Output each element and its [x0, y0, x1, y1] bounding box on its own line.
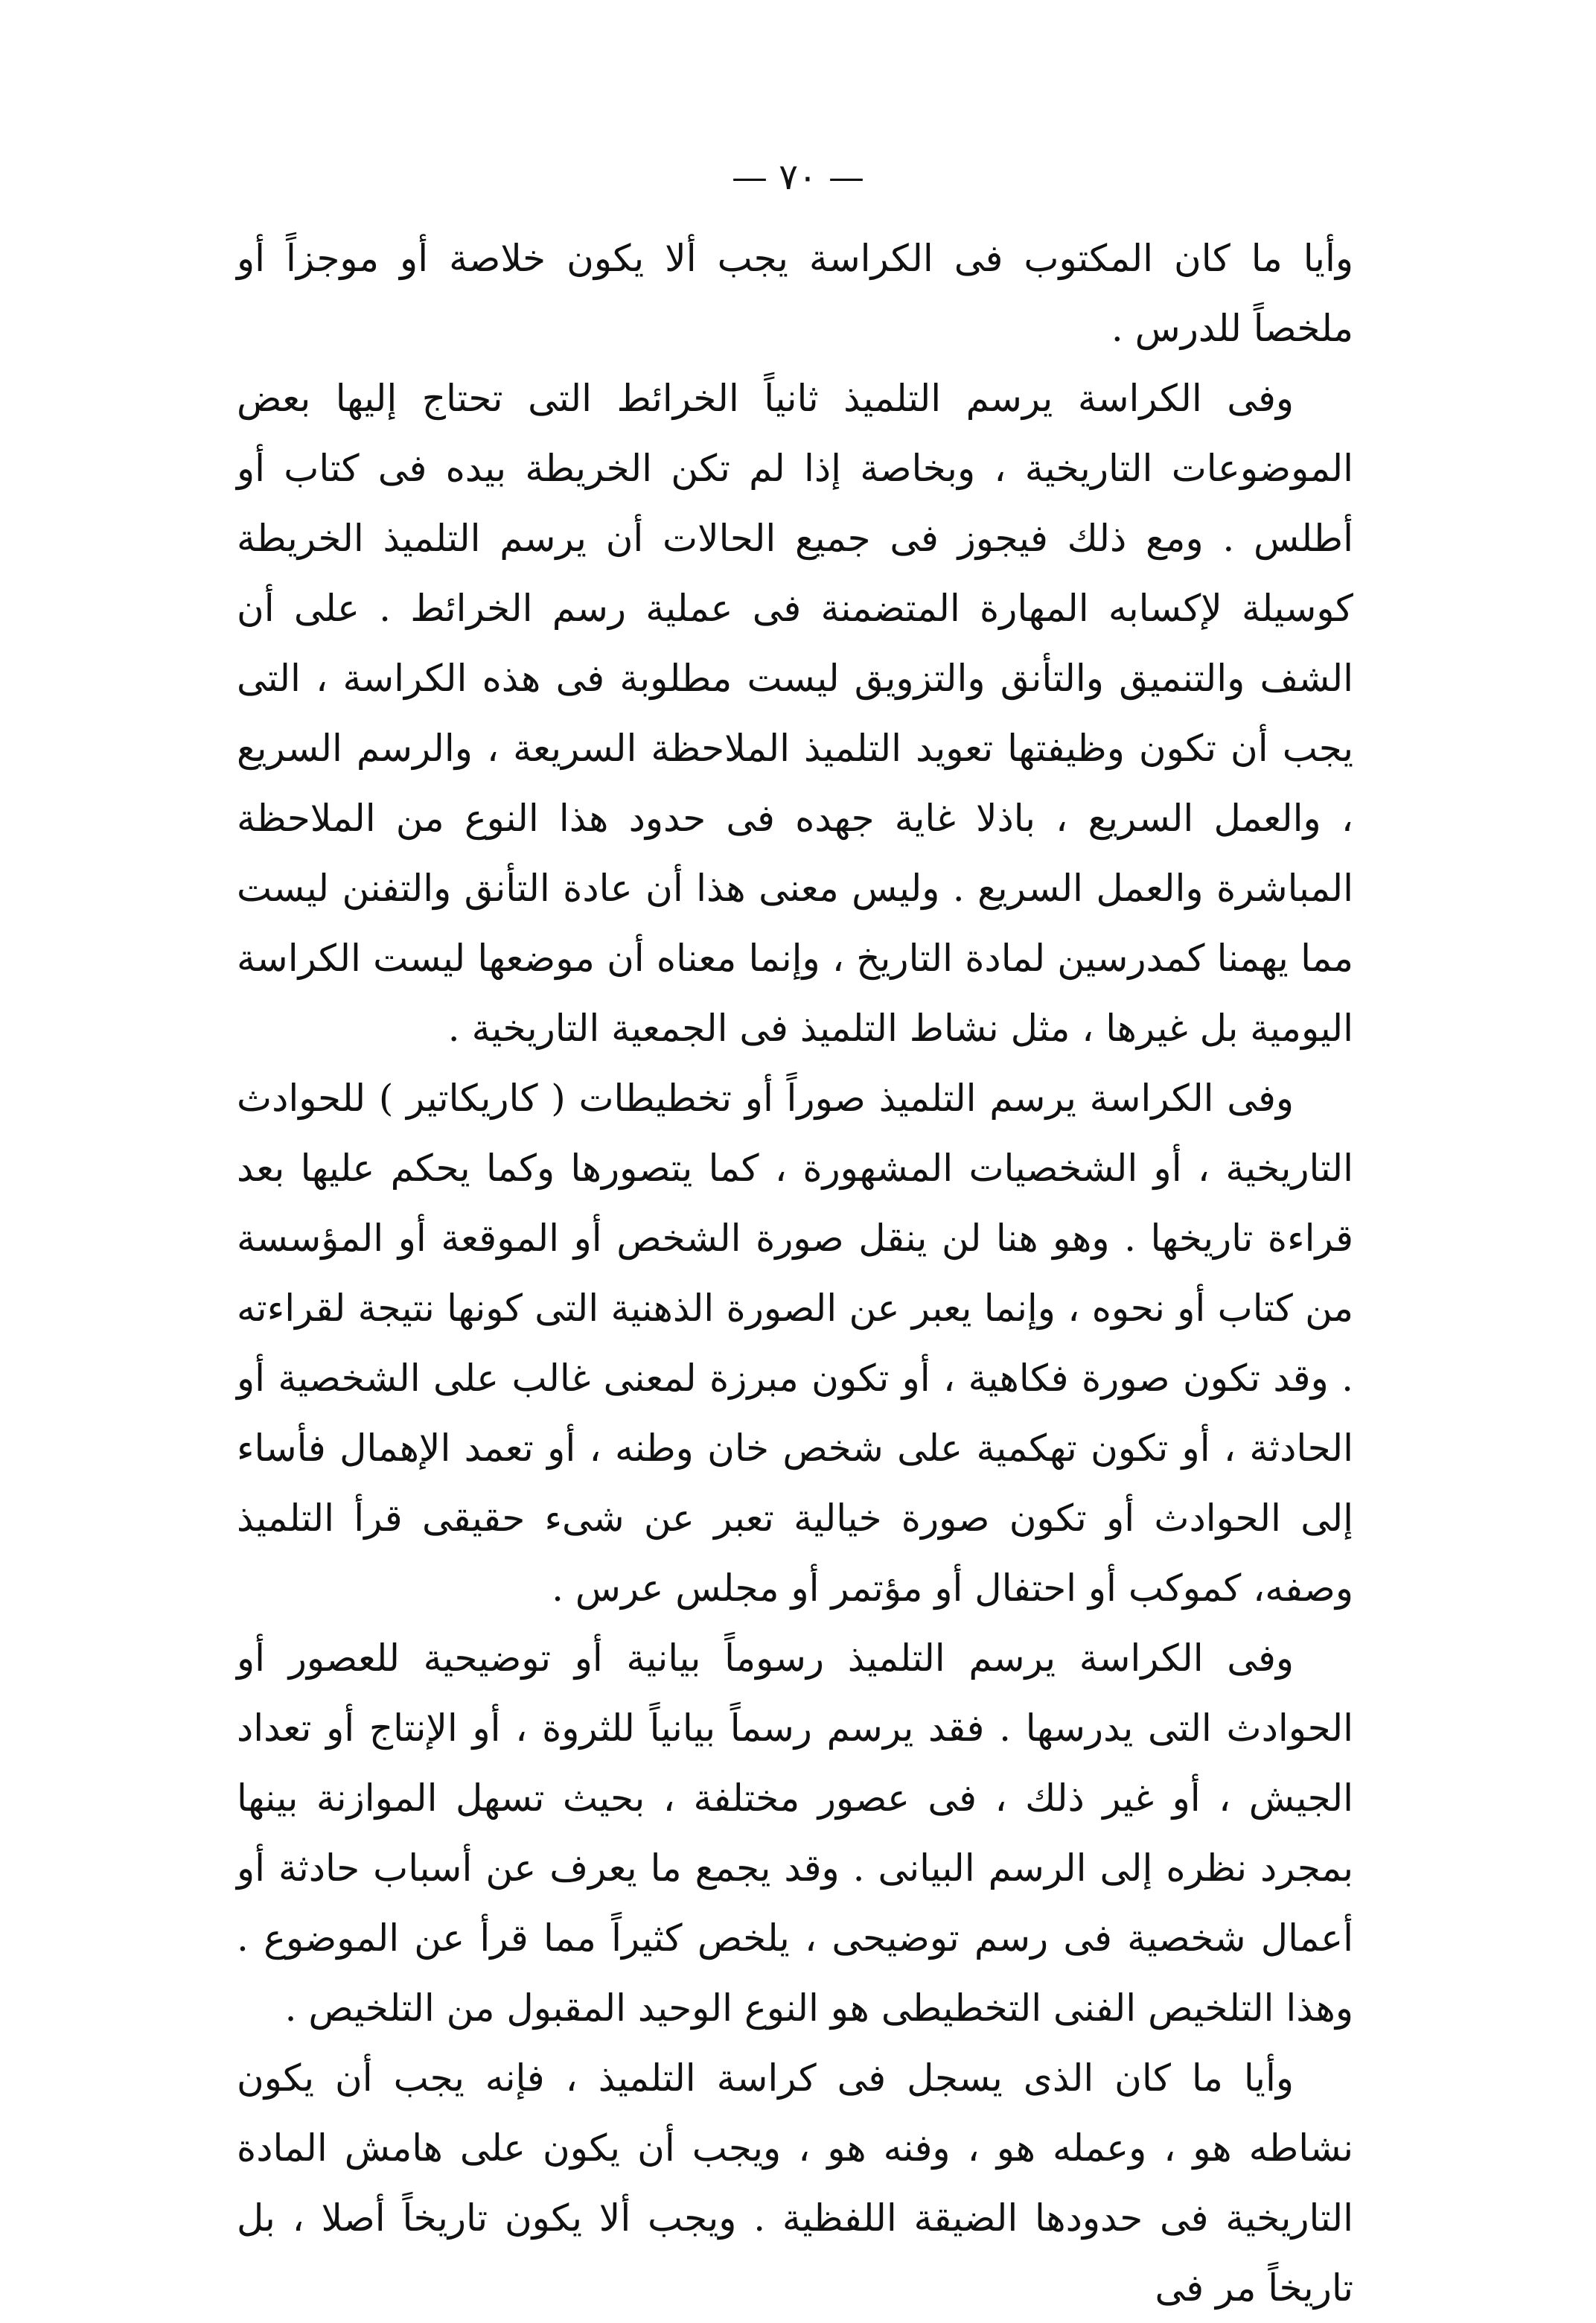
paragraph-2: وفى الكراسة يرسم التلميذ ثانياً الخرائط التى تحتاج إليها بعض الموضوعات التاريخية ، وبخاصة إذا لم تكن الخريطة بيده فى كتاب أو أطلس . ومع ذلك فيجوز فى جميع الحالات أن يرسم التلميذ الخريطة كوسيلة لإكسابه المهارة المتضمنة فى عملية رسم الخرائط . على أن الشف والتنميق والتأنق والتزويق ليست مطلوبة فى هذه الكراسة ، التى يجب أن تكون وظيفتها تعويد التلميذ الملاحظة السريعة ، والرسم السريع ، والعمل السريع ، باذلا غاية جهده فى حدود هذا النوع من الملاحظة المباشرة والعمل السريع . وليس معنى هذا أن عادة التأنق والتفنن ليست مما يهمنا كمدرسين لمادة التاريخ ، وإنما معناه أن موضعها ليست الكراسة اليومية بل غيرها ، مثل نشاط التلميذ فى الجمعية التاريخية .: [237, 377, 1353, 1050]
paragraph-5: وأيا ما كان الذى يسجل فى كراسة التلميذ ، فإنه يجب أن يكون نشاطه هو ، وعمله هو ، وفنه هو ، ويجب أن يكون على هامش المادة التاريخية فى حدودها الضيقة اللفظية . ويجب ألا يكون تاريخاً أصلا ، بل تاريخاً مر فى: [237, 2056, 1353, 2310]
paragraph-1: وأيا ما كان المكتوب فى الكراسة يجب ألا يكون خلاصة أو موجزاً أو ملخصاً للدرس .: [237, 237, 1353, 350]
page-number: — ٧٠ —: [731, 156, 865, 198]
body-text: [237, 223, 1353, 2323]
paragraph-3: وفى الكراسة يرسم التلميذ صوراً أو تخطيطات ( كاريكاتير ) للحوادث التاريخية ، أو الشخصيات المشهورة ، كما يتصورها وكما يحكم عليها بعد قراءة تاريخها . وهو هنا لن ينقل صورة الشخص أو الموقعة أو المؤسسة من كتاب أو نحوه ، وإنما يعبر عن الصورة الذهنية التى كونها نتيجة لقراءته . وقد تكون صورة فكاهية ، أو تكون مبرزة لمعنى غالب على الشخصية أو الحادثة ، أو تكون تهكمية على شخص خان وطنه ، أو تعمد الإهمال فأساء إلى الحوادث أو تكون صورة خيالية تعبر عن شىء حقيقى قرأ التلميذ وصفه، كموكب أو احتفال أو مؤتمر أو مجلس عرس .: [237, 1077, 1353, 1610]
paragraph-4: وفى الكراسة يرسم التلميذ رسوماً بيانية أو توضيحية للعصور أو الحوادث التى يدرسها . فقد يرسم رسماً بيانياً للثروة ، أو الإنتاج أو تعداد الجيش ، أو غير ذلك ، فى عصور مختلفة ، بحيث تسهل الموازنة بينها بمجرد نظره إلى الرسم البيانى . وقد يجمع ما يعرف عن أسباب حادثة أو أعمال شخصية فى رسم توضيحى ، يلخص كثيراً مما قرأ عن الموضوع . وهذا التلخيص الفنى التخطيطى هو النوع الوحيد المقبول من التلخيص .: [237, 1637, 1353, 2030]
